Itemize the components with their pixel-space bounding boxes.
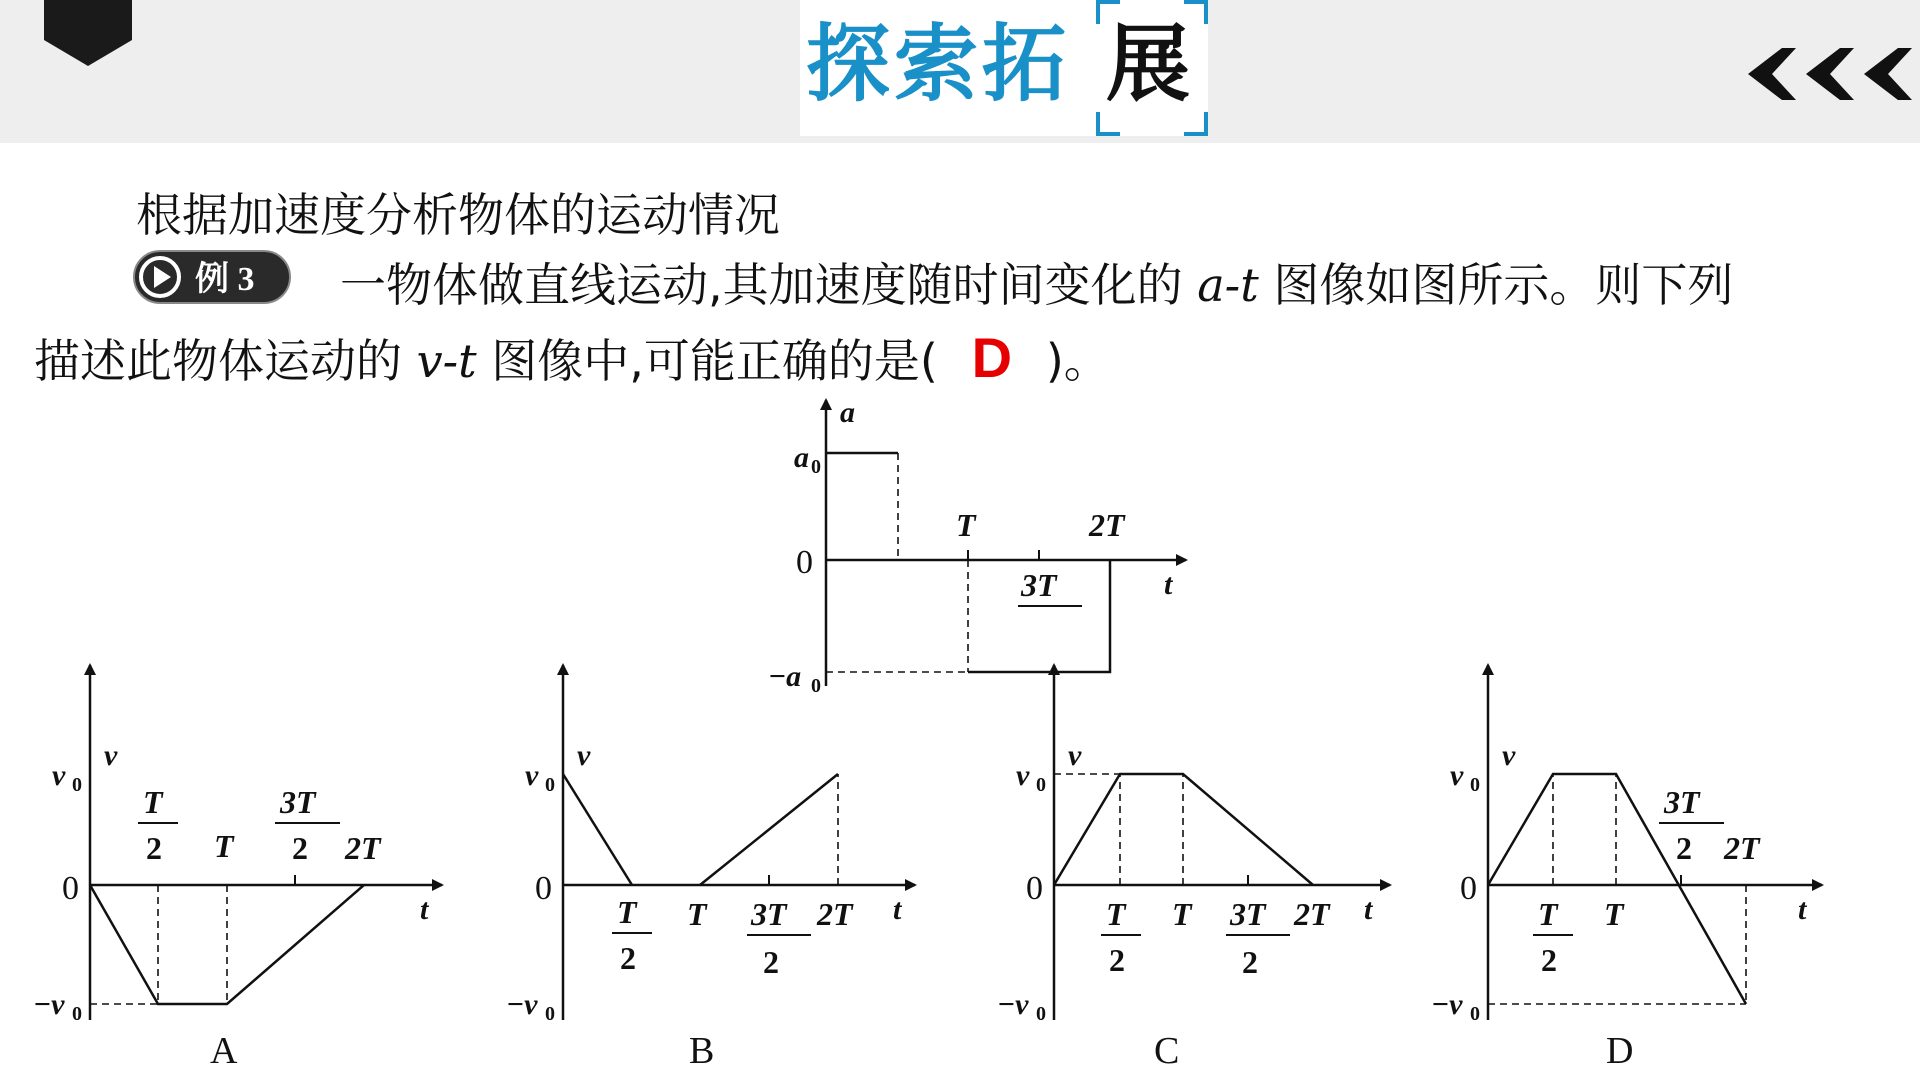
C-T2-num: T <box>1106 896 1126 932</box>
caption-B: B <box>689 1030 715 1072</box>
figures <box>0 380 1920 1080</box>
answer-text: D <box>971 326 1013 389</box>
section-title-last-char <box>1096 0 1208 136</box>
A-2T-label: 2T <box>345 830 381 866</box>
D-zero: 0 <box>1460 870 1477 907</box>
B-neg-v0: −v <box>506 988 538 1021</box>
B-T2-den: 2 <box>620 940 636 976</box>
vt-graph-D <box>1431 665 1822 1072</box>
at-y-label: a <box>840 396 855 429</box>
at-graph <box>826 400 1186 686</box>
A-3T2-num: 3T <box>280 784 316 820</box>
B-T2-num: T <box>617 894 637 930</box>
C-v0-sub: 0 <box>1036 774 1046 796</box>
bracket-top-right <box>1184 0 1208 24</box>
pentagon-badge-icon <box>44 0 134 66</box>
C-v-label: v <box>1068 739 1082 772</box>
C-3T2-den: 2 <box>1242 944 1258 980</box>
B-t-label: t <box>893 893 902 926</box>
at-x-label: t <box>1164 568 1173 601</box>
A-v0: v <box>52 759 66 792</box>
question-var-vt: v-t <box>416 334 477 388</box>
B-zero: 0 <box>535 870 552 907</box>
C-3T2-num: 3T <box>1230 896 1266 932</box>
A-v0-sub: 0 <box>72 774 82 796</box>
D-neg-v0: −v <box>1431 988 1463 1021</box>
D-T2-num: T <box>1538 896 1558 932</box>
D-3T2-den: 2 <box>1676 830 1692 866</box>
caption-D: D <box>1606 1030 1634 1072</box>
D-neg-v0-sub: 0 <box>1470 1003 1480 1025</box>
section-title-last-glyph: 展 <box>1106 15 1191 113</box>
at-2T-label: 2T <box>1089 507 1125 543</box>
D-v0-sub: 0 <box>1470 774 1480 796</box>
D-3T2-num: 3T <box>1664 784 1700 820</box>
at-a0-sub: 0 <box>811 456 821 478</box>
question-line-2 <box>34 326 1110 389</box>
question-text-2c: )。 <box>1045 334 1110 388</box>
A-zero: 0 <box>62 870 79 907</box>
B-2T-label: 2T <box>817 896 853 932</box>
D-t-label: t <box>1798 893 1807 926</box>
D-v0: v <box>1450 759 1464 792</box>
at-3T-num: 3T <box>1021 567 1057 603</box>
question-text-2b: 图像中,可能正确的是( <box>476 334 938 388</box>
B-v0: v <box>525 759 539 792</box>
A-v-label: v <box>104 739 118 772</box>
A-T-label: T <box>214 828 234 864</box>
bracket-bottom-right <box>1184 112 1208 136</box>
B-3T2-num: 3T <box>751 896 787 932</box>
B-3T2-den: 2 <box>763 944 779 980</box>
B-T-label: T <box>687 896 707 932</box>
caption-C: C <box>1154 1030 1180 1072</box>
question-text-1a: 一物体做直线运动,其加速度随时间变化的 <box>340 258 1198 312</box>
C-2T-label: 2T <box>1294 896 1330 932</box>
question-text-1b: 图像如图所示。则下列 <box>1258 258 1734 312</box>
vt-graph-A <box>33 665 442 1072</box>
back-chevrons-icon[interactable] <box>1748 48 1916 100</box>
example-badge <box>133 250 291 304</box>
D-T-label: T <box>1604 896 1624 932</box>
at-a0-label: a <box>794 441 809 474</box>
A-neg-v0: −v <box>33 988 65 1021</box>
at-neg-a0-sub: 0 <box>811 675 821 697</box>
C-v0: v <box>1016 759 1030 792</box>
B-neg-v0-sub: 0 <box>545 1003 555 1025</box>
B-curve-2 <box>700 774 838 885</box>
B-v0-sub: 0 <box>545 774 555 796</box>
C-t-label: t <box>1364 893 1373 926</box>
D-2T-label: 2T <box>1724 830 1760 866</box>
vt-graph-C <box>997 665 1390 1072</box>
at-origin-label: 0 <box>796 544 813 581</box>
C-zero: 0 <box>1026 870 1043 907</box>
header-bar <box>0 0 1920 143</box>
A-t-label: t <box>420 893 429 926</box>
B-v-label: v <box>577 739 591 772</box>
D-T2-den: 2 <box>1541 942 1557 978</box>
A-neg-v0-sub: 0 <box>72 1003 82 1025</box>
bracket-top-left <box>1096 0 1120 24</box>
question-line-1 <box>340 258 1734 312</box>
at-T-label: T <box>956 507 976 543</box>
question-text-2a: 描述此物体运动的 <box>34 334 417 388</box>
topic-heading: 根据加速度分析物体的运动情况 <box>136 188 780 242</box>
A-3T2-den: 2 <box>292 830 308 866</box>
bracket-bottom-left <box>1096 112 1120 136</box>
caption-A: A <box>210 1030 238 1072</box>
C-T2-den: 2 <box>1109 942 1125 978</box>
section-title: 探索拓 <box>806 15 1071 113</box>
D-curve <box>1488 774 1746 1004</box>
vt-graph-B <box>506 665 915 1072</box>
C-neg-v0: −v <box>997 988 1029 1021</box>
example-label: 例 3 <box>195 261 255 298</box>
C-T-label: T <box>1172 896 1192 932</box>
question-var-at: a-t <box>1197 258 1259 312</box>
A-T2-den: 2 <box>146 830 162 866</box>
A-T2-num: T <box>143 784 163 820</box>
C-neg-v0-sub: 0 <box>1036 1003 1046 1025</box>
D-v-label: v <box>1502 739 1516 772</box>
B-curve-1 <box>563 774 632 885</box>
at-neg-a0-label: −a <box>768 660 802 693</box>
